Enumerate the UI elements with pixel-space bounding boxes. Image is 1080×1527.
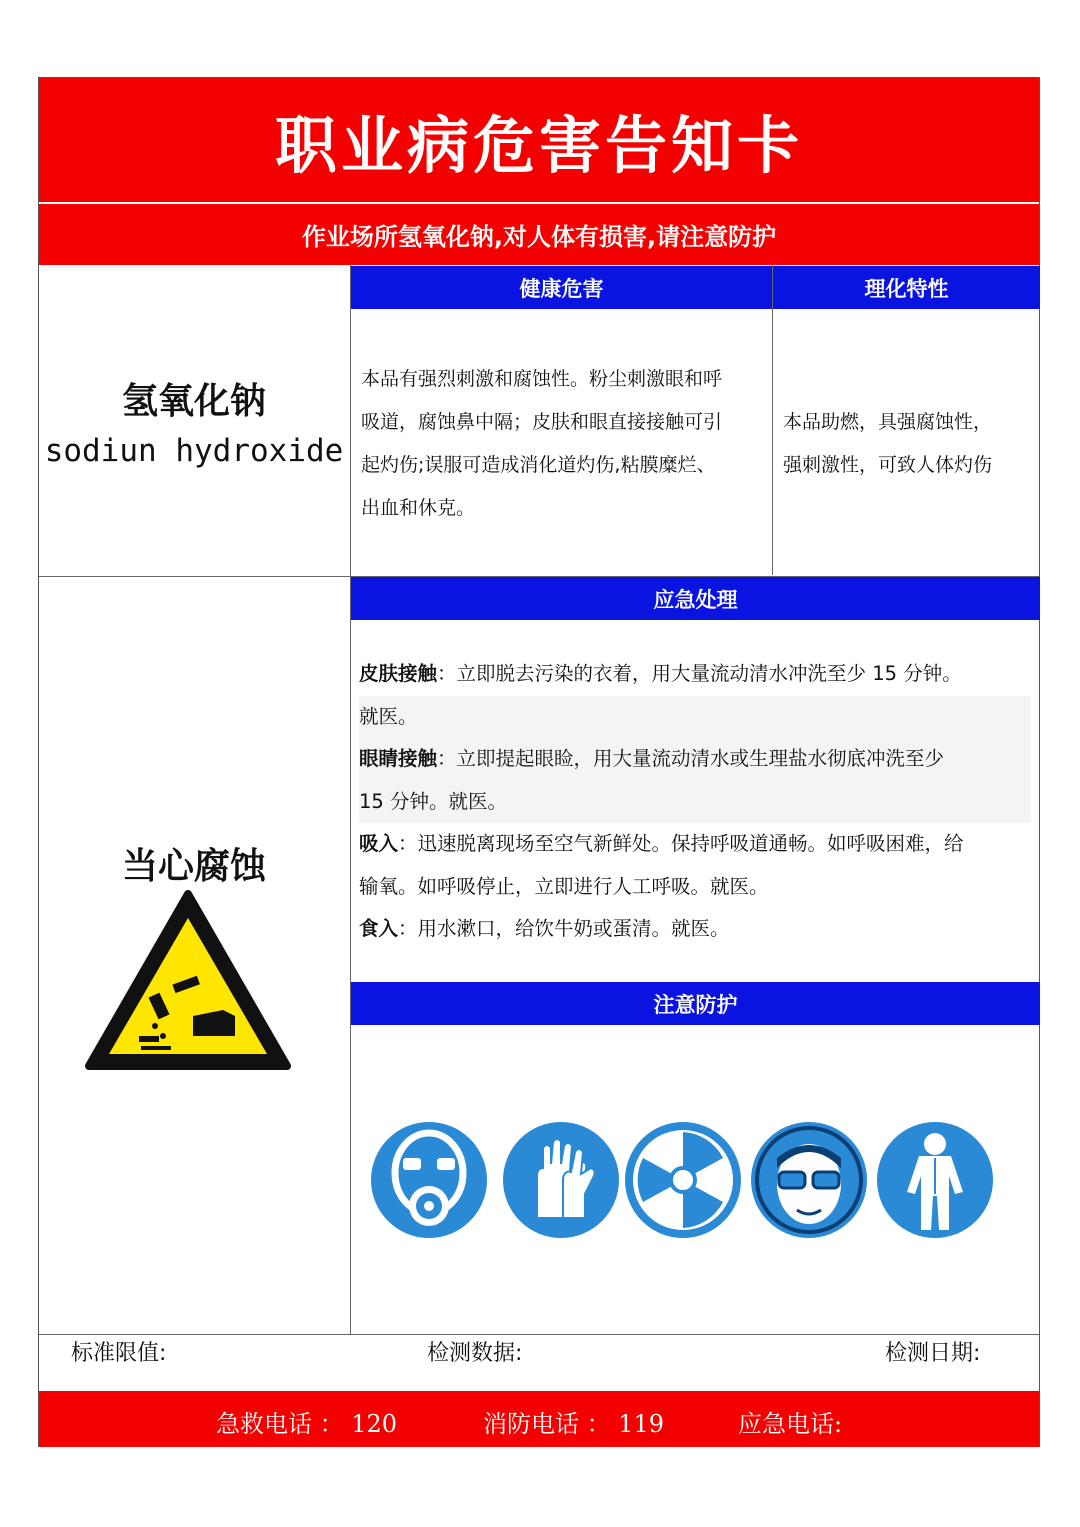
card-title: 职业病危害告知卡 [39, 78, 1039, 202]
phone-bar [39, 1391, 1039, 1447]
detection-date-label: 检测日期: [885, 1341, 981, 1366]
emergency-phone: 应急电话: [738, 1410, 843, 1438]
protective-suit-icon [875, 1118, 995, 1242]
warning-title: 当心腐蚀 [121, 846, 266, 887]
fire-phone: 消防电话 ： 119 [483, 1410, 665, 1438]
emergency-header: 应急处理 [351, 577, 1040, 620]
standard-limit-label: 标准限值: [71, 1341, 167, 1366]
gloves-icon [501, 1118, 621, 1242]
safety-goggles-icon [749, 1118, 869, 1242]
first-aid-phone: 急救电话 ： 120 [216, 1410, 398, 1438]
card-subtitle: 作业场所氢氧化钠,对人体有损害,请注意防护 [39, 204, 1039, 265]
gas-mask-icon [369, 1118, 489, 1242]
hazard-notice-card [38, 77, 1040, 1447]
substance-name-en: sodiun hydroxide [44, 433, 344, 469]
physchem-text: 本品助燃，具强腐蚀性， 强刺激性，可致人体灼伤 [783, 411, 993, 476]
physchem-header: 理化特性 [773, 266, 1040, 309]
emergency-text: 皮肤接触：立即脱去污染的衣着，用大量流动清水冲洗至少 15 分钟。 就医。 眼睛接触：立即提起眼睑，用大量流动清水或生理盐水彻底冲洗至少 15 分钟。就医。 吸入：迅速脱离现场至空气新鲜处。保持呼吸道通畅。如呼吸困难，给 输氧。如呼吸停止，立即进行人工呼吸。就医。 食入：用水漱口，给饮牛奶或蛋清。就医。 [359, 653, 1031, 951]
corrosion-warning-icon [83, 886, 293, 1076]
protection-header: 注意防护 [351, 982, 1040, 1025]
health-hazard-text: 本品有强烈刺激和腐蚀性。粉尘刺激眼和呼 吸道，腐蚀鼻中隔；皮肤和眼直接接触可引 起灼伤;误服可造成消化道灼伤,粘膜糜烂、 出血和休克。 [361, 368, 723, 519]
detection-data-label: 检测数据: [427, 1341, 523, 1366]
health-hazard-header: 健康危害 [351, 266, 772, 309]
substance-name-cn: 氢氧化钠 [121, 381, 266, 422]
ventilation-fan-icon [623, 1118, 743, 1242]
